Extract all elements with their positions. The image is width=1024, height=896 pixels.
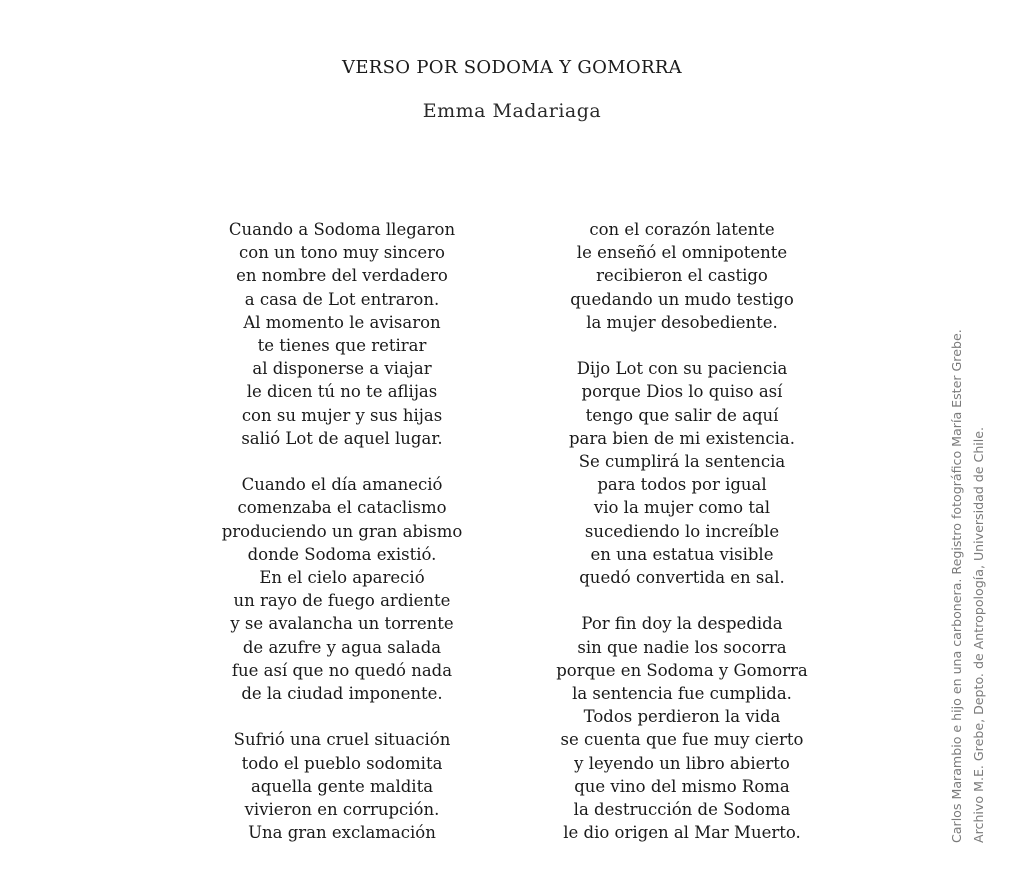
verse-line: Por fin doy la despedida xyxy=(581,614,783,634)
verse-line: Sufrió una cruel situación xyxy=(233,730,451,750)
verse-line: para bien de mi existencia. xyxy=(568,428,796,448)
stanza xyxy=(182,473,502,705)
verse-line: la destrucción de Sodoma xyxy=(573,800,791,820)
verse-line: En el cielo apareció xyxy=(259,568,425,588)
verse-line: le enseñó el omnipotente xyxy=(576,243,788,263)
verse-line: recibieron el castigo xyxy=(596,266,768,286)
stanza xyxy=(522,357,842,589)
verse-line: Se cumplirá la sentencia xyxy=(578,452,786,472)
verse-line: al disponerse a viajar xyxy=(252,359,432,379)
verse-line: Dijo Lot con su paciencia xyxy=(576,359,788,379)
verse-line: aquella gente maldita xyxy=(250,776,434,796)
verse-line: quedó convertida en sal. xyxy=(579,568,785,588)
verse-line: con un tono muy sincero xyxy=(239,243,445,263)
verse-line: y se avalancha un torrente xyxy=(230,614,454,634)
verse-line: Cuando a Sodoma llegaron xyxy=(228,220,456,239)
verse-line: un rayo de fuego ardiente xyxy=(233,591,451,611)
verse-line: en nombre del verdadero xyxy=(236,266,448,286)
poem-column-left xyxy=(182,218,502,844)
verse-line: tengo que salir de aquí xyxy=(585,405,779,425)
verse-line: y leyendo un libro abierto xyxy=(574,753,790,773)
verse-line: de azufre y agua salada xyxy=(242,637,442,657)
verse-line: que vino del mismo Roma xyxy=(574,776,790,796)
verse-line: todo el pueblo sodomita xyxy=(241,753,443,773)
verse-line: salió Lot de aquel lugar. xyxy=(241,428,443,448)
stanza xyxy=(522,612,842,844)
verse-line: donde Sodoma existió. xyxy=(247,544,437,564)
verse-line: te tienes que retirar xyxy=(257,336,427,356)
verse-line: para todos por igual xyxy=(597,475,767,495)
caption-line-1: Carlos Marambio e hijo en una carbonera. Registro fotográfico María Ester Grebe. xyxy=(949,329,964,843)
caption-line-2: Archivo M.E. Grebe, Depto. de Antropología, Universidad de Chile. xyxy=(971,426,986,843)
verse-line: Cuando el día amaneció xyxy=(241,475,443,495)
stanza xyxy=(182,218,502,450)
verse-line: Al momento le avisaron xyxy=(243,312,441,332)
photo-caption xyxy=(946,283,990,843)
verse-line: se cuenta que fue muy cierto xyxy=(560,730,804,750)
verse-line: vio la mujer como tal xyxy=(593,498,771,518)
verse-line: con su mujer y sus hijas xyxy=(241,405,443,425)
verse-line: le dio origen al Mar Muerto. xyxy=(563,823,801,843)
stanza xyxy=(522,218,842,334)
verse-line: sin que nadie los socorra xyxy=(577,637,787,657)
verse-line: porque Dios lo quiso así xyxy=(581,382,783,402)
verse-line: comenzaba el cataclismo xyxy=(237,498,447,518)
verse-line: vivieron en corrupción. xyxy=(244,800,440,820)
verse-line: Una gran exclamación xyxy=(248,823,436,843)
verse-line: produciendo un gran abismo xyxy=(221,521,463,541)
poem-author: Emma Madariaga xyxy=(422,100,602,122)
verse-line: con el corazón latente xyxy=(589,220,775,239)
verse-line: la mujer desobediente. xyxy=(586,312,778,332)
verse-line: Todos perdieron la vida xyxy=(583,707,781,727)
verse-line: quedando un mudo testigo xyxy=(570,289,794,309)
verse-line: a casa de Lot entraron. xyxy=(244,289,440,309)
stanza xyxy=(182,728,502,844)
verse-line: en una estatua visible xyxy=(590,544,774,564)
verse-line: le dicen tú no te aflijas xyxy=(246,382,438,402)
verse-line: la sentencia fue cumplida. xyxy=(572,684,792,704)
verse-line: porque en Sodoma y Gomorra xyxy=(556,660,808,680)
verse-line: sucediendo lo increíble xyxy=(584,521,780,541)
verse-line: de la ciudad imponente. xyxy=(241,684,443,704)
poem-column-right xyxy=(522,218,842,844)
verse-line: fue así que no quedó nada xyxy=(231,660,453,680)
poem-title: VERSO POR SODOMA Y GOMORRA xyxy=(342,57,682,78)
